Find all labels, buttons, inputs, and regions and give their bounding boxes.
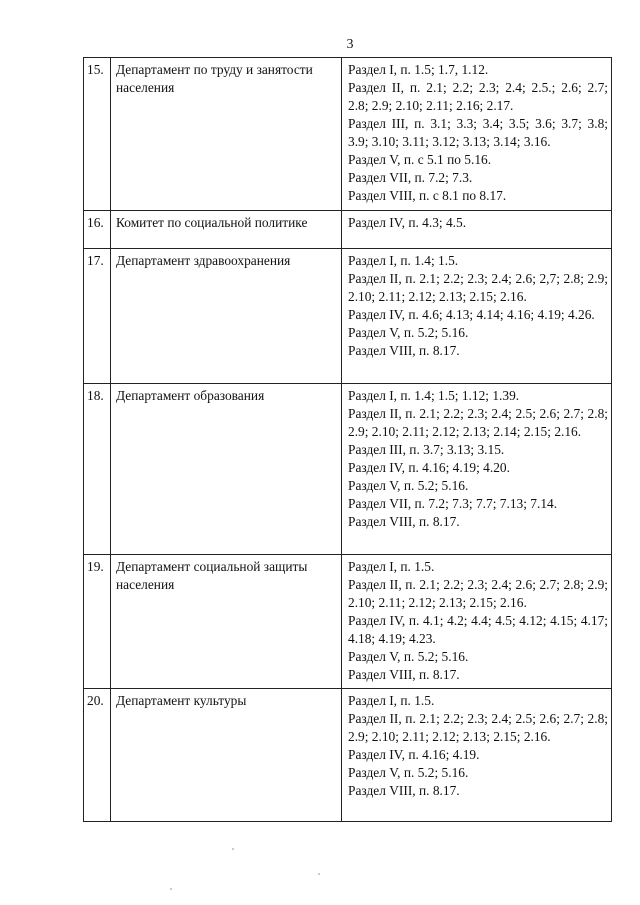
section-reference: Раздел III, п. 3.7; 3.13; 3.15. — [348, 442, 505, 457]
table-row — [84, 249, 612, 384]
section-reference: Раздел V, п. 5.2; 5.16. — [348, 765, 469, 780]
section-reference: Раздел II, п. 2.1; 2.2; 2.3; 2.4; 2.5; 2.6; 2.7; 2.8; 2.9; 2.10; 2.11; 2.12; 2.13; 2.14; 2.15; 2.16. — [348, 406, 608, 439]
section-references — [342, 249, 612, 384]
section-reference: Раздел II, п. 2.1; 2.2; 2.3; 2.4; 2.6; 2.7; 2.8; 2.9; 2.10; 2.11; 2.12; 2.13; 2.15; 2.16. — [348, 577, 608, 610]
table-row — [84, 58, 612, 211]
section-reference: Раздел V, п. 5.2; 5.16. — [348, 478, 469, 493]
section-reference: Раздел V, п. 5.2; 5.16. — [348, 325, 469, 340]
table-row — [84, 211, 612, 249]
section-references — [342, 58, 612, 211]
section-reference: Раздел II, п. 2.1; 2.2; 2.3; 2.4; 2.5; 2.6; 2.7; 2.8; 2.9; 2.10; 2.11; 2.12; 2.13; 2.15; 2.16. — [348, 711, 608, 744]
section-reference: Раздел IV, п. 4.3; 4.5. — [348, 215, 467, 230]
section-references — [342, 555, 612, 689]
page-number: 3 — [346, 37, 354, 52]
section-reference: Раздел V, п. с 5.1 по 5.16. — [348, 152, 492, 167]
section-references — [342, 211, 612, 249]
department-name: Департамент по труду и занятости населения — [111, 58, 342, 211]
row-number: 16. — [84, 211, 111, 249]
section-reference: Раздел II, п. 2.1; 2.2; 2.3; 2.4; 2.5.; 2.6; 2.7; 2.8; 2.9; 2.10; 2.11; 2.16; 2.17. — [348, 80, 608, 113]
section-reference: Раздел I, п. 1.5. — [348, 693, 435, 708]
section-reference: Раздел VIII, п. 8.17. — [348, 783, 460, 798]
section-reference: Раздел I, п. 1.5; 1.7, 1.12. — [348, 62, 489, 77]
row-number: 18. — [84, 384, 111, 555]
row-number: 19. — [84, 555, 111, 689]
table-row — [84, 384, 612, 555]
scan-speck — [318, 873, 320, 875]
table-row — [84, 555, 612, 689]
section-reference: Раздел IV, п. 4.6; 4.13; 4.14; 4.16; 4.19; 4.26. — [348, 307, 595, 322]
scan-speck — [232, 848, 234, 850]
table-row — [84, 689, 612, 822]
section-references — [342, 689, 612, 822]
scan-speck — [170, 888, 172, 890]
responsibility-table — [83, 57, 612, 822]
section-reference: Раздел IV, п. 4.16; 4.19. — [348, 747, 480, 762]
section-references — [342, 384, 612, 555]
section-reference: Раздел VIII, п. 8.17. — [348, 667, 460, 682]
section-reference: Раздел IV, п. 4.1; 4.2; 4.4; 4.5; 4.12; 4.15; 4.17; 4.18; 4.19; 4.23. — [348, 613, 608, 646]
section-reference: Раздел VII, п. 7.2; 7.3. — [348, 170, 473, 185]
department-name: Департамент здравоохранения — [111, 249, 342, 384]
section-reference: Раздел II, п. 2.1; 2.2; 2.3; 2.4; 2.6; 2,7; 2.8; 2.9; 2.10; 2.11; 2.12; 2.13; 2.15; 2.16. — [348, 271, 608, 304]
section-reference: Раздел IV, п. 4.16; 4.19; 4.20. — [348, 460, 510, 475]
section-reference: Раздел I, п. 1.4; 1.5; 1.12; 1.39. — [348, 388, 520, 403]
department-name: Департамент социальной защиты населения — [111, 555, 342, 689]
department-name: Департамент культуры — [111, 689, 342, 822]
row-number: 15. — [84, 58, 111, 211]
section-reference: Раздел VII, п. 7.2; 7.3; 7.7; 7.13; 7.14. — [348, 496, 558, 511]
department-name: Комитет по социальной политике — [111, 211, 342, 249]
section-reference: Раздел I, п. 1.4; 1.5. — [348, 253, 459, 268]
section-reference: Раздел VIII, п. 8.17. — [348, 343, 460, 358]
section-reference: Раздел III, п. 3.1; 3.3; 3.4; 3.5; 3.6; 3.7; 3.8; 3.9; 3.10; 3.11; 3.12; 3.13; 3.14; 3.16. — [348, 116, 608, 149]
section-reference: Раздел I, п. 1.5. — [348, 559, 435, 574]
section-reference: Раздел V, п. 5.2; 5.16. — [348, 649, 469, 664]
section-reference: Раздел VIII, п. с 8.1 по 8.17. — [348, 188, 507, 203]
row-number: 20. — [84, 689, 111, 822]
department-name: Департамент образования — [111, 384, 342, 555]
row-number: 17. — [84, 249, 111, 384]
section-reference: Раздел VIII, п. 8.17. — [348, 514, 460, 529]
